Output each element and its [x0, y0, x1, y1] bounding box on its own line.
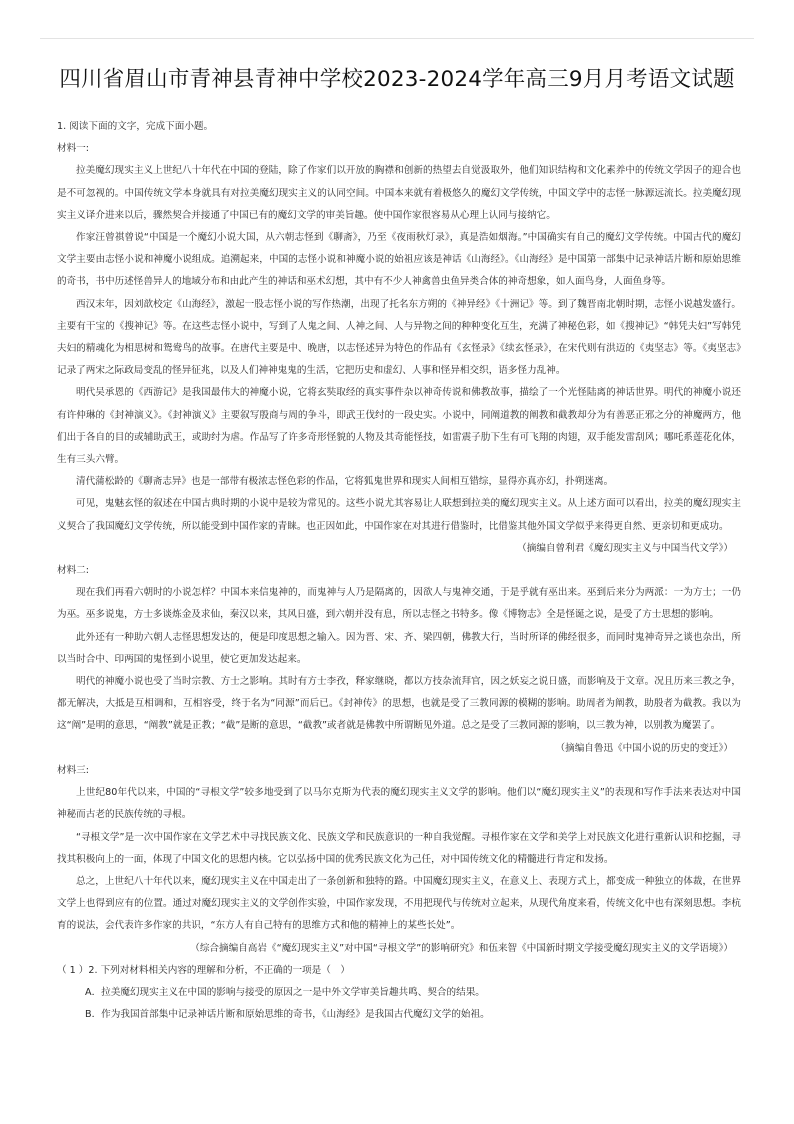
- material-3-paragraph: 总之，上世纪八十年代以来，魔幻现实主义在中国走出了一条创新和独特的路。中国魔幻现实主义，在意义上、表现方式上，都变成一种独立的体裁，在世界文学上也得到应有的位置。通过对魔幻现实主义的文学创作实验，中国作家发现，不用把现代与传统对立起来，从现代角度来看，传统文化中也有深刻思想。李杭育的说法，会代表许多作家的共识，“东方人有自己特有的思维方式和他的精神上的某些长处”。: [57, 875, 741, 932]
- material-2-label: 材料二:: [57, 565, 90, 577]
- material-1-paragraph: 可见，鬼魅玄怪的叙述在中国古典时期的小说中是较为常见的。这些小说尤其容易让人联想到拉美的魔幻现实主义。从上述方面可以看出，拉美的魔幻现实主义契合了我国魔幻文学传统，所以能受到中国作家的青睐。也正因如此，中国作家在对其进行借鉴时，比借鉴其他外国文学似乎来得更自然、更亲切和更成功。: [57, 498, 741, 532]
- material-3-paragraph: “寻根文学”是一次中国作家在文学艺术中寻找民族文化、民族文学和民族意识的一种自我觉醒。寻根作家在文学和美学上对民族文化进行重新认识和挖掘，寻找其积极向上的一面，体现了中国文化的思想内核。它以弘扬中国的优秀民族文化为己任，对中国传统文化的精髓进行肯定和发扬。: [57, 831, 741, 865]
- material-3-source: （综合摘编自高岩《“魔幻现实主义”对中国“寻根文学”的影响研究》和伍来智《中国新时期文学接受魔幻现实主义的文学语境》）: [190, 942, 733, 954]
- material-1-paragraph: 作家汪曾祺曾说“中国是一个魔幻小说大国，从六朝志怪到《聊斋》，乃至《夜雨秋灯录》，真是浩如烟海。”中国确实有自己的魔幻文学传统。中国古代的魔幻文学主要由志怪小说和神魔小说组成。追溯起来，中国的志怪小说和神魔小说的始祖应该是神话《山海经》。《山海经》是中国第一部集中记录神话片断和原始思维的奇书，书中历述怪兽异人的地域分布和由此产生的神话和巫术幻想，其中有不少人神禽兽虫鱼异类合体的神奇想象，如人面鸟身，人面鱼身等。: [57, 232, 741, 288]
- material-2-source: （摘编自鲁迅《中国小说的历史的变迁》）: [555, 742, 733, 754]
- document-body: [57, 116, 741, 1026]
- material-1-paragraph: 明代吴承恩的《西游记》是我国最伟大的神魔小说，它将玄奘取经的真实事件杂以神奇传说和佛教故事，描绘了一个光怪陆离的神话世界。明代的神魔小说还有许仲琳的《封神演义》。《封神演义》主要叙写殷商与周的争斗，即武王伐纣的一段史实。小说中，同阐道教的阐教和截教却分为有善恶正邪之分的神魔两方，他们出于各自的目的或辅助武王，或助纣为虐。作品写了许多奇形怪貌的人物及其奇能怪技，如雷震子肋下生有可飞翔的肉翅，双手能发雷刮风；哪吒系莲花化体，生有三头六臂。: [57, 387, 741, 466]
- material-1-label: 材料一:: [57, 143, 90, 155]
- material-3-label: 材料三:: [57, 764, 90, 776]
- question-intro: 1. 阅读下面的文字，完成下面小题。: [57, 121, 214, 132]
- material-2-paragraph: 此外还有一种助六朝人志怪思想发达的，便是印度思想之输入。因为晋、宋、齐、梁四朝，佛教大行，当时所译的佛经很多，而同时鬼神奇异之谈也杂出，所以当时合中、印两国的鬼怪到小说里，使它更加发达起来。: [57, 631, 741, 665]
- page-top-rule: [40, 38, 754, 39]
- material-2-paragraph: 现在我们再看六朝时的小说怎样？中国本来信鬼神的，而鬼神与人乃是隔离的，因欲人与鬼神交通，于是乎就有巫出来。巫到后来分为两派：一为方士；一仍为巫。巫多说鬼，方士多谈炼金及求仙，秦汉以来，其风日盛，到六朝并没有息，所以志怪之书特多。像《博物志》全是怪诞之说，是受了方士思想的影响。: [57, 587, 741, 621]
- material-1-source: （摘编自曾利君《魔幻现实主义与中国当代文学》）: [517, 542, 733, 554]
- material-1-paragraph: 西汉末年，因刘歆校定《山海经》，激起一股志怪小说的写作热潮，出现了托名东方朔的《神异经》《十洲记》等。到了魏晋南北朝时期，志怪小说越发盛行。主要有干宝的《搜神记》等。在这些志怪小说中，写到了人鬼之间、人神之间、人与异物之间的种种变化互生，充满了神秘色彩，如《搜神记》“韩凭夫妇”写韩凭夫妇的精魂化为相思树和鸳鸯鸟的故事。在唐代主要是中、晚唐，以志怪述异为特色的作品有《玄怪录》《续玄怪录》，在宋代则有洪迈的《夷坚志》等。《夷坚志》记录了两宋之际政局变乱的怪异征兆，以及人们神神鬼鬼的生活，它把历史和虚幻、人事和怪异相交织，语多怪力乱神。: [57, 298, 741, 377]
- question-stem: （ 1 ）2. 下列对材料相关内容的理解和分析，不正确的一项是（ ）: [57, 964, 351, 976]
- answer-option-b: B．作为我国首部集中记录神话片断和原始思维的奇书，《山海经》是我国古代魔幻文学的始祖。: [85, 1009, 490, 1021]
- material-2-paragraph: 明代的神魔小说也受了当时宗教、方士之影响。其时有方士李孜，释家继晓，都以方技杂流拜官，因之妖妄之说日盛，而影响及于文章。况且历来三教之争，都无解决，大抵是互相调和，互相容受，终于名为“同源”而后已。《封神传》的思想，也就是受了三教同源的模糊的影响。助周者为阐教，助殷者为截教。我以为这“阐”是明的意思，“阐教”就是正教；“截”是断的意思，“截教”或者就是佛教中所谓断见外道。总之是受了三教同源的影响，以三教为神，以别教为魔罢了。: [57, 676, 741, 732]
- material-3-paragraph: 上世纪80年代以来，中国的“寻根文学”较多地受到了以马尔克斯为代表的魔幻现实主义文学的影响。他们以“魔幻现实主义”的表现和写作手法来表达对中国神秘而古老的民族传统的寻根。: [57, 787, 741, 821]
- answer-option-a: A．拉美魔幻现实主义在中国的影响与接受的原因之一是中外文学审美旨趣共鸣、契合的结果。: [85, 986, 485, 998]
- document-title: 四川省眉山市青神县青神中学校2023-2024学年高三9月月考语文试题: [59, 67, 735, 92]
- material-1-paragraph: 清代蒲松龄的《聊斋志异》也是一部带有极浓志怪色彩的作品，它将狐鬼世界和现实人间相互错综，显得亦真亦幻，扑朔迷离。: [76, 476, 614, 488]
- material-1-paragraph: 拉美魔幻现实主义上世纪八十年代在中国的登陆，除了作家们以开放的胸襟和创新的热望去自觉汲取外，他们知识结构和文化素养中的传统文学因子的迎合也是不可忽视的。中国传统文学本身就具有对拉美魔幻现实主义的认同空间。中国本来就有着极悠久的魔幻文学传统，中国文学中的志怪一脉源远流长。拉美魔幻现实主义译介进来以后，骤然契合并接通了中国已有的魔幻文学的审美旨趣。使中国作家很容易从心理上认同与接纳它。: [57, 165, 741, 221]
